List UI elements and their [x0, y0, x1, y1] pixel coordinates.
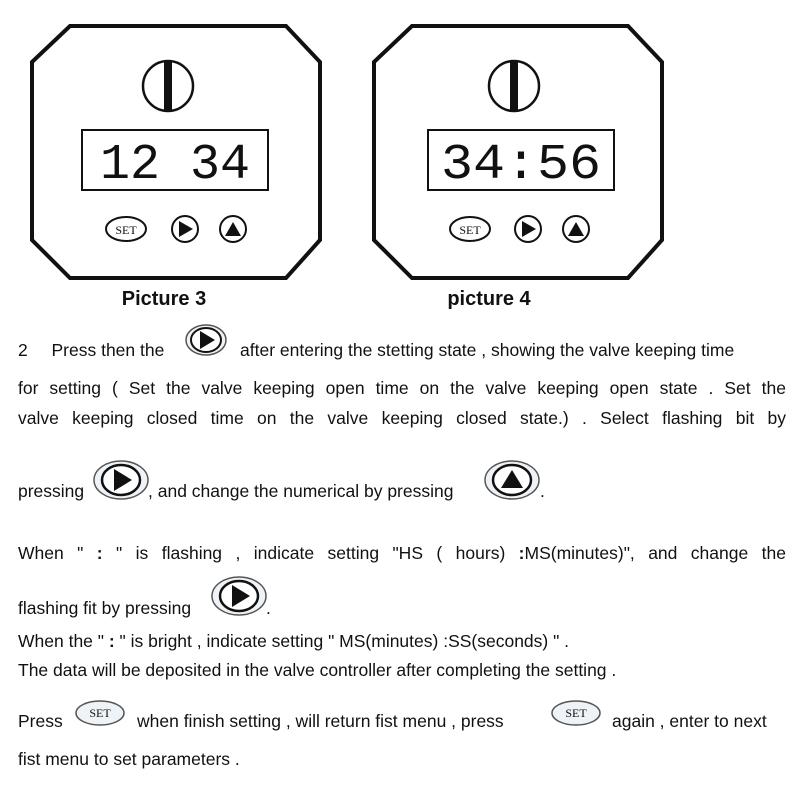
power-knob-icon	[489, 60, 539, 112]
up-arrow-button[interactable]	[563, 216, 589, 242]
instruction-line-4b: , and change the numerical by pressing	[148, 481, 454, 501]
instruction-line-4c: .	[540, 481, 545, 501]
instruction-line-1: 2 Press then the	[18, 340, 165, 360]
instruction-line-8: The data will be deposited in the valve controller after completing the setting .	[18, 660, 617, 680]
step-number: 2	[18, 340, 28, 360]
instruction-line-10: fist menu to set parameters .	[18, 749, 240, 769]
instruction-line-9a: Press	[18, 711, 63, 731]
lcd-display-text: 12 34	[100, 137, 250, 194]
set-button[interactable]	[106, 217, 146, 241]
caption-picture-4: picture 4	[447, 288, 531, 310]
instruction-line-6b: .	[266, 598, 271, 618]
lcd-display-text: 34:56	[441, 137, 601, 194]
instruction-line-4a: pressing	[18, 481, 85, 501]
instruction-line-7: When the " : " is bright , indicate setting " MS(minutes) :SS(seconds) " .	[18, 631, 570, 651]
device-picture-4	[370, 22, 670, 282]
set-button-icon	[74, 699, 126, 732]
instruction-line-5: When " : " is flashing , indicate setting "HS ( hours) :MS(minutes)", and change the	[18, 543, 786, 563]
svg-text:SET: SET	[565, 706, 587, 720]
svg-text:SET: SET	[115, 223, 137, 237]
instruction-line-6a: flashing fit by pressing	[18, 598, 192, 618]
svg-text:SET: SET	[89, 706, 111, 720]
lcd-display	[428, 130, 614, 194]
right-arrow-icon	[184, 322, 228, 363]
set-button[interactable]	[450, 217, 490, 241]
right-arrow-icon	[92, 458, 150, 507]
set-button-icon	[550, 699, 602, 732]
device-picture-3	[28, 22, 328, 282]
up-arrow-icon	[483, 458, 541, 507]
caption-picture-3: Picture 3	[121, 288, 207, 310]
power-knob-icon	[143, 60, 193, 112]
right-arrow-button[interactable]	[172, 216, 198, 242]
up-arrow-button[interactable]	[220, 216, 246, 242]
instruction-line-1b: after entering the stetting state , showing the valve keeping time	[240, 340, 735, 360]
svg-text:SET: SET	[459, 223, 481, 237]
instruction-line-3: valve keeping closed time on the valve keeping closed state.) . Select flashing bit by	[18, 408, 786, 428]
lcd-display	[82, 130, 268, 194]
right-arrow-button[interactable]	[515, 216, 541, 242]
instruction-line-9b: when finish setting , will return fist menu , press	[137, 711, 504, 731]
instruction-line-2: for setting ( Set the valve keeping open time on the valve keeping open state . Set the	[18, 378, 786, 398]
instruction-line-9c: again , enter to next	[612, 711, 767, 731]
right-arrow-icon	[210, 574, 268, 623]
